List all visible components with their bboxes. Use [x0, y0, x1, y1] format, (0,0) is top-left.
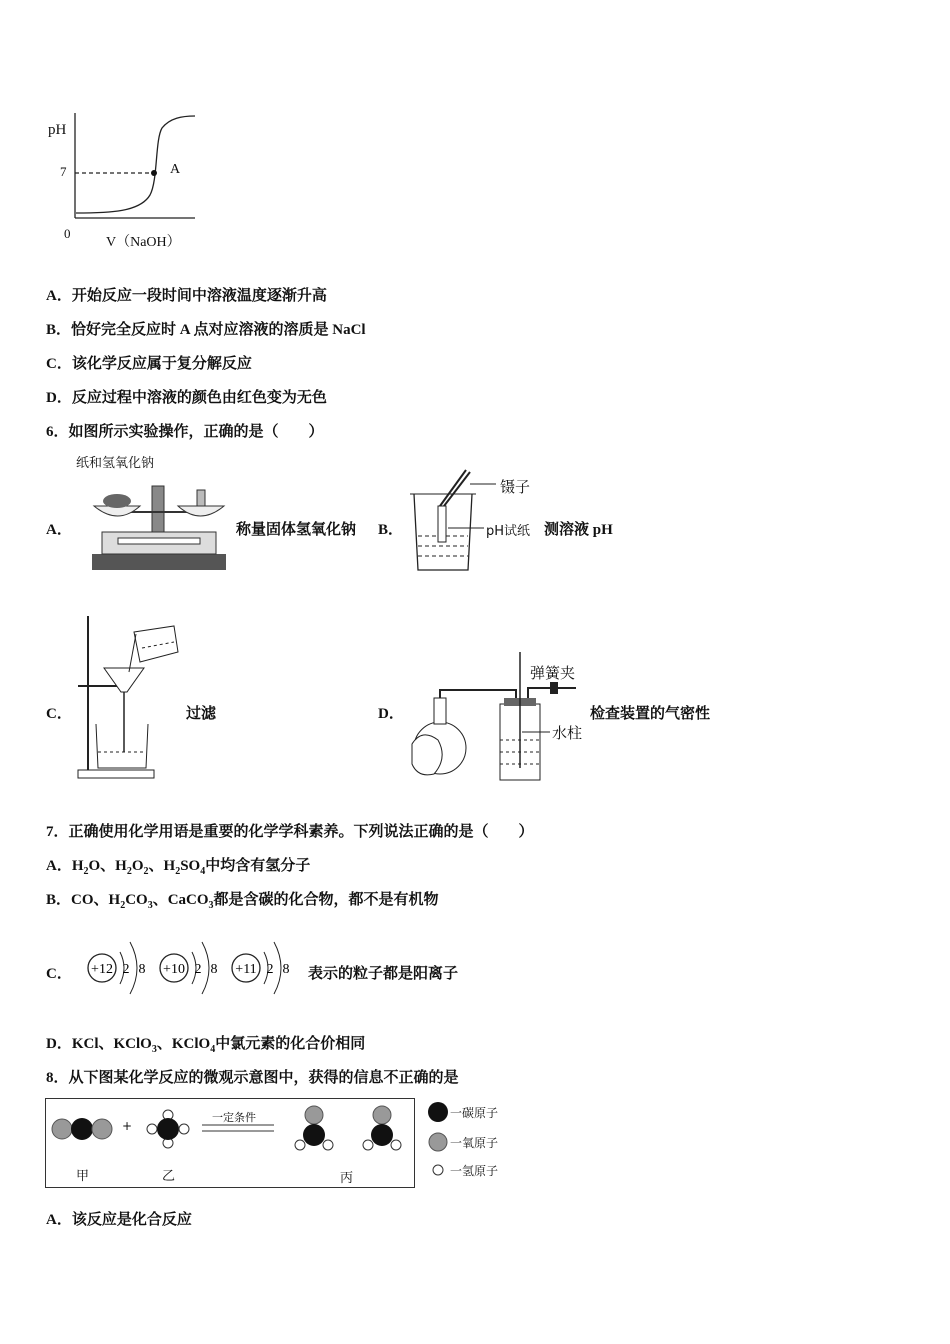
atom-2-shell-1-count: 2 [194, 962, 202, 977]
atom-structures-svg [80, 930, 304, 1006]
label-yi: 乙 [162, 1169, 176, 1184]
atom-1-shell-2-count: 8 [138, 962, 146, 977]
ph-paper [438, 506, 446, 542]
legend-oxygen-swatch [429, 1133, 447, 1151]
atom-1-shell-2 [130, 942, 137, 994]
filtration-svg [74, 612, 194, 782]
q6-c-letter: C． [46, 706, 72, 722]
reaction-diagram [45, 1098, 415, 1188]
label-jia: 甲 [76, 1169, 90, 1184]
filtration-figure [74, 612, 194, 787]
atom-1-shell-1-count: 2 [122, 962, 130, 977]
balance-scale-bar [118, 538, 200, 544]
q7-option-a: A．$H_2O$、$H_2O_2$、$H_2SO_4$中均含有氢分子 [46, 858, 311, 877]
q6-b-text: 测溶液 pH [544, 522, 613, 538]
q7-stem: 7．正确使用化学用语是重要的化学学科素养。下列说法正确的是（ ） [46, 824, 534, 840]
ph-graph [40, 100, 210, 255]
bing2-hydrogen-1 [363, 1140, 373, 1150]
clamp-label: 弹簧夹 [530, 664, 576, 682]
legend-oxygen-text: 一氧原子 [450, 1136, 499, 1150]
q5-option-b: B．恰好完全反应时 A 点对应溶液的溶质是 NaCl [46, 322, 366, 338]
atom-2 [160, 942, 218, 994]
q6-stem: 6．如图所示实验操作，正确的是（ ） [46, 424, 324, 440]
q7-c-text: 表示的粒子都是阳离子 [308, 966, 459, 982]
q5-option-d: D．反应过程中溶液的颜色由红色变为无色 [46, 390, 327, 406]
stand-base [78, 770, 154, 778]
q6-a-text: 称量固体氢氧化钠 [236, 522, 357, 538]
legend-carbon-text: 一碳原子 [450, 1106, 499, 1120]
atom-2-shell-2-count: 8 [210, 962, 218, 977]
bing1-oxygen [305, 1106, 323, 1124]
bing2-oxygen [373, 1106, 391, 1124]
atom-legend [426, 1100, 526, 1184]
jia-carbon [71, 1118, 93, 1140]
reaction-condition: 一定条件 [212, 1111, 256, 1124]
flask-neck [434, 698, 446, 724]
y-tick-7: 7 [60, 164, 67, 179]
atom-3-shell-2-count: 8 [282, 962, 290, 977]
label-bing: 丙 [340, 1171, 354, 1186]
atom-3-shell-1-count: 2 [266, 962, 274, 977]
receiving-beaker [96, 724, 148, 768]
x-axis-label: V（NaOH） [106, 235, 181, 250]
atom-3-shell-2 [274, 942, 281, 994]
jia-oxygen-2 [92, 1119, 112, 1139]
bing1-hydrogen-2 [323, 1140, 333, 1150]
yi-hydrogen-right [179, 1124, 189, 1134]
naoh-pile [103, 494, 131, 508]
bing1-hydrogen-1 [295, 1140, 305, 1150]
balance-base [92, 554, 226, 570]
point-a-dot [151, 170, 157, 176]
molecule-yi [147, 1110, 189, 1148]
bing2-hydrogen-2 [391, 1140, 401, 1150]
q7-option-b: B．CO、$H_2CO_3$、CaCO$_3$都是含碳的化合物，都不是有机物 [46, 892, 439, 911]
q8-stem: 8．从下图某化学反应的微观示意图中，获得的信息不正确的是 [46, 1070, 459, 1086]
point-a-label: A [170, 162, 181, 177]
q6-b-letter: B． [378, 522, 404, 538]
atom-3 [232, 942, 290, 994]
balance-svg [88, 470, 230, 575]
q7-option-d: D．KCl、KClO$_3$、KClO$_4$中氯元素的化合价相同 [46, 1036, 366, 1055]
spring-clamp [550, 682, 558, 694]
legend-hydrogen-swatch [433, 1165, 443, 1175]
right-pan [178, 506, 224, 516]
ph-paper-label: pH试纸 [486, 524, 531, 539]
atom-1-charge: +12 [91, 962, 113, 977]
q6-a-fig-label: 纸和氢氧化钠 [76, 456, 155, 471]
q6-a-letter: A． [46, 522, 72, 538]
yi-carbon [157, 1118, 179, 1140]
bing1-carbon [303, 1124, 325, 1146]
atom-1 [88, 942, 146, 994]
molecule-jia [52, 1118, 112, 1140]
y-axis-label: pH [48, 122, 67, 138]
q6-d-letter: D． [378, 706, 404, 722]
atom-3-charge: +11 [235, 962, 257, 977]
legend-hydrogen-text: 一氢原子 [450, 1164, 499, 1178]
origin-label: 0 [64, 226, 71, 241]
q8-option-a: A．该反应是化合反应 [46, 1212, 192, 1228]
legend-carbon-swatch [428, 1102, 448, 1122]
tweezers-1 [440, 470, 466, 506]
tweezers-label: 镊子 [500, 478, 531, 496]
q7-c-letter: C． [46, 966, 72, 982]
bing2-carbon [371, 1124, 393, 1146]
atom-structures [80, 930, 304, 1011]
yi-hydrogen-left [147, 1124, 157, 1134]
q5-option-c: C．该化学反应属于复分解反应 [46, 356, 252, 372]
weight [197, 490, 205, 506]
molecule-bing-2 [363, 1106, 401, 1150]
atom-2-shell-2 [202, 942, 209, 994]
balance-figure [88, 470, 230, 580]
pouring-beaker [134, 626, 178, 662]
jia-oxygen-1 [52, 1119, 72, 1139]
molecule-bing-1 [295, 1106, 333, 1150]
q6-d-text: 检查装置的气密性 [590, 706, 711, 722]
q5-option-a: A．开始反应一段时间中溶液温度逐渐升高 [46, 288, 327, 304]
atom-2-charge: +10 [163, 962, 185, 977]
hand [412, 735, 442, 775]
water-column-label: 水柱 [552, 724, 583, 742]
funnel [104, 668, 144, 692]
balance-pillar [152, 486, 164, 532]
q6-c-text: 过滤 [186, 706, 217, 722]
tweezers-2 [444, 472, 470, 506]
plus-sign: + [122, 1119, 133, 1133]
glass-rod [129, 634, 136, 672]
